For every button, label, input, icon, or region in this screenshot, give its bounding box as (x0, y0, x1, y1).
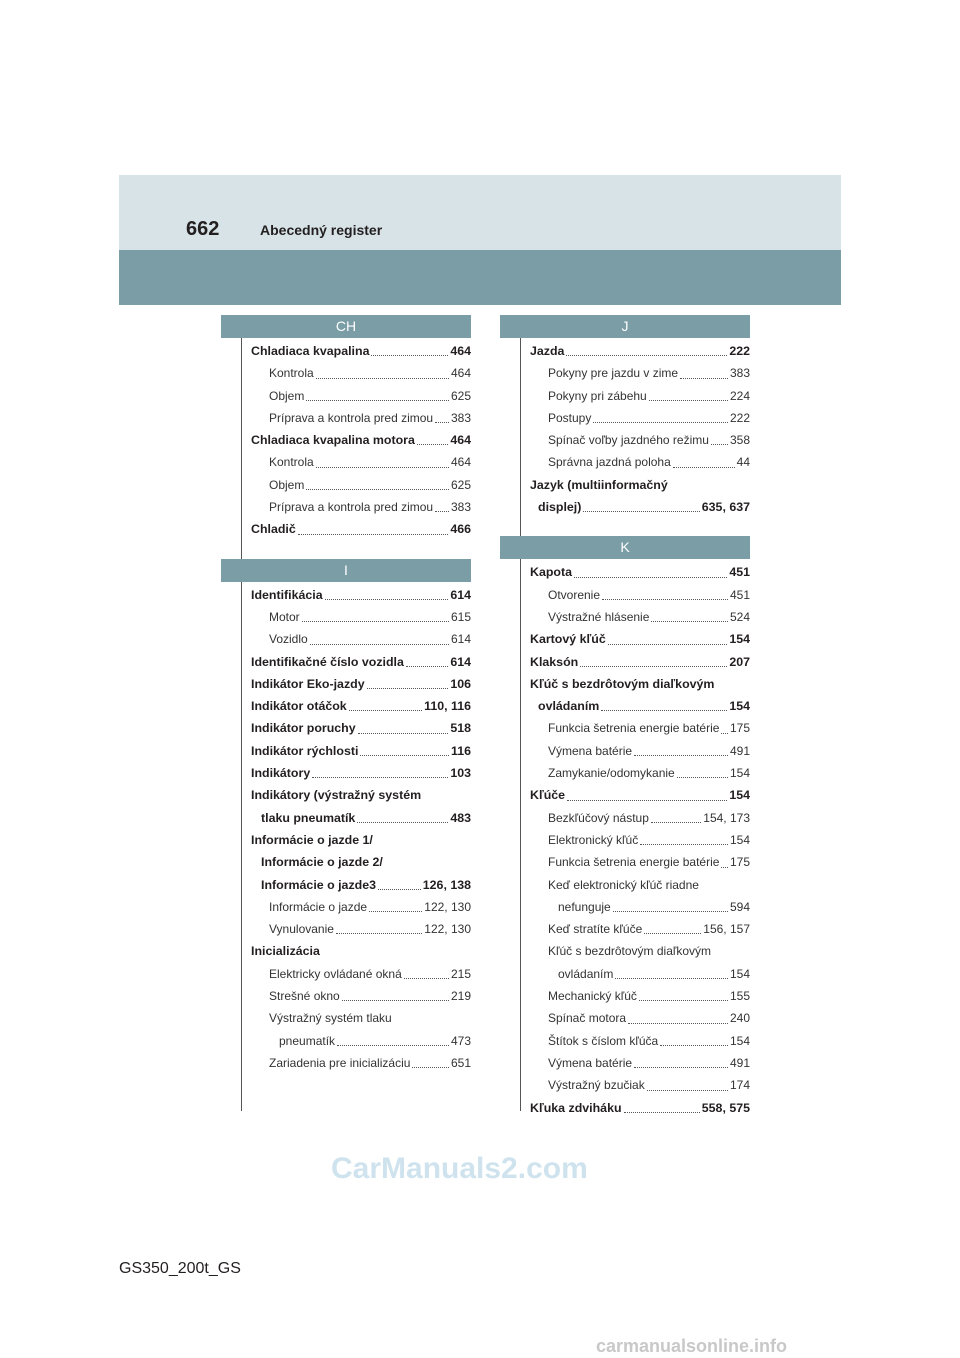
index-entry-label: Pokyny pre jazdu v zime (548, 366, 679, 381)
dot-leader (566, 355, 727, 356)
index-entry-label: Kľúče (530, 788, 566, 803)
dot-leader (306, 489, 449, 490)
index-entry-page: 155 (729, 989, 750, 1004)
dot-leader (628, 1023, 728, 1024)
dot-leader (615, 978, 728, 979)
index-entry-page: 594 (729, 899, 750, 914)
index-entry (520, 985, 750, 1007)
index-entry-page: 614 (450, 654, 471, 669)
index-entry-page: 524 (729, 609, 750, 624)
index-entry-page: 154 (729, 788, 750, 803)
index-entry (520, 784, 750, 806)
index-entry-page: 635, 637 (701, 500, 750, 515)
index-entry (520, 628, 750, 650)
index-entry (520, 807, 750, 829)
section-letter-heading: K (500, 536, 750, 559)
index-entry (520, 963, 750, 985)
index-entry-page: 154 (729, 766, 750, 781)
index-entry-label: Príprava a kontrola pred zimou (269, 500, 434, 515)
section-letter-heading: I (221, 559, 471, 582)
footer-model: GS350_200t_GS (119, 1260, 241, 1277)
index-entry-page: 175 (729, 855, 750, 870)
index-entry-page: 207 (729, 654, 750, 669)
index-entry-label: Identifikačné číslo vozidla (251, 654, 404, 669)
index-entry (520, 362, 750, 384)
index-entry-page: 106 (450, 676, 471, 691)
dot-leader (639, 1000, 728, 1001)
index-entry-list (520, 559, 750, 1118)
index-entry (520, 584, 750, 606)
index-entry-page: 625 (450, 388, 471, 403)
section-gap (241, 541, 471, 559)
index-entry-label: Mechanický kľúč (548, 989, 637, 1004)
dot-leader (677, 777, 728, 778)
dot-leader (342, 1000, 449, 1001)
index-entry-page: 175 (729, 721, 750, 736)
index-entry (520, 496, 750, 518)
index-entry-list (241, 338, 471, 541)
dot-leader (302, 621, 449, 622)
index-entry-page: 154 (729, 1033, 750, 1048)
index-entry (241, 784, 471, 806)
dot-leader (574, 577, 727, 578)
index-entry-label: Keď stratíte kľúče (548, 922, 643, 937)
index-entry (520, 1052, 750, 1074)
index-entry-list (241, 582, 471, 1075)
index-entry-label: Jazda (530, 344, 565, 358)
dot-leader (369, 911, 422, 912)
index-entry-label: Jazyk (multiinformačný (530, 477, 668, 492)
index-entry-label: Otvorenie (548, 587, 601, 602)
dot-leader (673, 467, 735, 468)
index-entry (241, 1052, 471, 1074)
index-entry-label: Štítok s číslom kľúča (548, 1033, 659, 1048)
index-entry (520, 474, 750, 496)
index-column-right (520, 315, 750, 1119)
index-entry-label: Kľúč s bezdrôtovým diaľkovým (530, 676, 715, 691)
index-column-left (241, 315, 471, 1074)
index-entry (241, 762, 471, 784)
index-entry (520, 673, 750, 695)
index-entry (241, 829, 471, 851)
index-entry-label: Vozidlo (269, 632, 308, 647)
index-entry (241, 963, 471, 985)
index-entry-page: 466 (450, 522, 471, 537)
dot-leader (651, 822, 701, 823)
index-entry (241, 874, 471, 896)
dot-leader (634, 1067, 728, 1068)
index-entry-label: Vynulovanie (269, 922, 334, 937)
index-entry-label: Kartový kľúč (530, 632, 606, 647)
index-entry-label: Kľuka zdviháku (530, 1100, 622, 1115)
index-entry-page: 558, 575 (701, 1100, 750, 1115)
dot-leader (640, 844, 728, 845)
index-entry-label: Identifikácia (251, 587, 323, 602)
dot-leader (601, 710, 727, 711)
dot-leader (412, 1067, 449, 1068)
index-entry-label: Kontrola (269, 366, 314, 381)
index-entry-label: Informácie o jazde 2/ (261, 855, 383, 870)
index-entry-label: Výstražný bzučiak (548, 1078, 645, 1093)
dot-leader (306, 400, 449, 401)
index-entry (241, 606, 471, 628)
dot-leader (316, 467, 449, 468)
watermark-carmanualsonline: carmanualsonline.info (596, 1336, 788, 1356)
dot-leader (608, 644, 728, 645)
index-entry-label: Indikátor otáčok (251, 699, 347, 714)
dot-leader (325, 599, 449, 600)
index-entry (520, 918, 750, 940)
index-entry (241, 940, 471, 962)
index-entry (241, 385, 471, 407)
index-entry-label: Funkcia šetrenia energie batérie (548, 855, 720, 870)
index-entry-label: Indikátor rýchlosti (251, 743, 359, 758)
dot-leader (721, 733, 728, 734)
index-entry-page: 358 (729, 433, 750, 448)
index-entry-label: displej) (538, 500, 582, 515)
index-entry (520, 1007, 750, 1029)
index-entry-label: Indikátory (výstražný systém (251, 788, 422, 803)
dot-leader (371, 355, 448, 356)
index-entry-label: Objem (269, 388, 305, 403)
index-entry-page: 154 (729, 699, 750, 714)
index-entry-page: 614 (450, 587, 471, 602)
index-entry (520, 1097, 750, 1119)
index-entry-label: Kontrola (269, 455, 314, 470)
index-entry-label: Informácie o jazde 1/ (251, 832, 373, 847)
index-entry-page: 491 (729, 1055, 750, 1070)
index-entry-label: Spínač motora (548, 1011, 627, 1026)
index-entry-page: 614 (450, 632, 471, 647)
index-entry (520, 874, 750, 896)
dot-leader (378, 889, 421, 890)
index-entry (241, 429, 471, 451)
dot-leader (417, 444, 448, 445)
dot-leader (613, 911, 728, 912)
dot-leader (312, 777, 448, 778)
dot-leader (711, 444, 728, 445)
index-entry-label: Indikátor Eko-jazdy (251, 676, 365, 691)
index-entry-page: 473 (450, 1033, 471, 1048)
dot-leader (349, 710, 422, 711)
index-entry-label: Chladič (251, 522, 296, 537)
dot-leader (580, 666, 727, 667)
dot-leader (367, 688, 449, 689)
index-entry (520, 651, 750, 673)
dot-leader (660, 1045, 728, 1046)
index-entry-label: Funkcia šetrenia energie batérie (548, 721, 720, 736)
index-entry-label: Postupy (548, 410, 592, 425)
index-entry-page: 219 (450, 989, 471, 1004)
index-entry-page: 110, 116 (424, 699, 471, 714)
dot-leader (435, 422, 449, 423)
index-entry-page: 154 (729, 832, 750, 847)
index-entry-page: 222 (729, 410, 750, 425)
index-entry-label: Kapota (530, 565, 572, 580)
dot-leader (404, 978, 449, 979)
index-entry-page: 44 (736, 455, 750, 470)
index-entry-label: Zariadenia pre inicializáciu (269, 1055, 411, 1070)
index-entry (241, 985, 471, 1007)
index-entry-page: 451 (729, 587, 750, 602)
index-entry-label: nefunguje (558, 899, 611, 914)
index-entry (241, 673, 471, 695)
index-entry-label: Zamykanie/odomykanie (548, 766, 675, 781)
section-letter-heading: CH (221, 315, 471, 338)
dot-leader (357, 822, 448, 823)
index-entry (241, 340, 471, 362)
index-entry (241, 918, 471, 940)
index-entry (241, 628, 471, 650)
index-entry-page: 122, 130 (424, 899, 471, 914)
index-entry-page: 464 (450, 455, 471, 470)
dot-leader (644, 933, 701, 934)
index-entry-page: 451 (729, 565, 750, 580)
index-entry-page: 122, 130 (424, 922, 471, 937)
index-entry-page: 383 (450, 410, 471, 425)
index-entry (241, 1007, 471, 1029)
index-entry (241, 807, 471, 829)
index-entry-page: 464 (450, 433, 471, 448)
index-entry-label: ovládaním (558, 966, 614, 981)
index-entry (520, 340, 750, 362)
dot-leader (602, 599, 728, 600)
index-entry (520, 429, 750, 451)
dot-leader (435, 511, 449, 512)
index-entry-label: ovládaním (538, 699, 600, 714)
index-entry-label: Strešné okno (269, 989, 340, 1004)
index-entry-page: 518 (450, 721, 471, 736)
watermark-carmanuals2: CarManuals2.com (331, 1152, 588, 1185)
index-entry-page: 224 (729, 388, 750, 403)
index-entry-label: Motor (269, 609, 300, 624)
index-entry-page: 625 (450, 477, 471, 492)
index-entry-label: Keď elektronický kľúč riadne (548, 877, 699, 892)
index-entry (520, 896, 750, 918)
dot-leader (624, 1112, 700, 1113)
index-entry (520, 606, 750, 628)
index-entry-page: 383 (729, 366, 750, 381)
index-entry (520, 717, 750, 739)
index-entry (520, 1030, 750, 1052)
index-entry (241, 518, 471, 540)
index-entry-label: Príprava a kontrola pred zimou (269, 410, 434, 425)
dot-leader (360, 755, 449, 756)
dot-leader (337, 1045, 449, 1046)
index-entry-label: Chladiaca kvapalina (251, 344, 370, 358)
index-entry-page: 154 (729, 966, 750, 981)
index-entry (520, 695, 750, 717)
index-entry (520, 407, 750, 429)
index-entry-label: Správna jazdná poloha (548, 455, 671, 470)
dot-leader (583, 511, 699, 512)
index-entry-page: 651 (450, 1055, 471, 1070)
index-entry-page: 154, 173 (703, 810, 750, 825)
page-number: 662 (186, 218, 220, 240)
header-bar (119, 250, 841, 305)
dot-leader (647, 1090, 728, 1091)
index-entry-label: Indikátor poruchy (251, 721, 356, 736)
index-entry-label: Výstražné hlásenie (548, 609, 650, 624)
index-entry-label: Spínač voľby jazdného režimu (548, 433, 709, 448)
index-entry-page: 464 (450, 344, 471, 358)
index-entry-label: Inicializácia (251, 944, 320, 959)
dot-leader (651, 621, 728, 622)
index-entry-label: tlaku pneumatík (261, 810, 356, 825)
index-entry-page: 483 (450, 810, 471, 825)
index-entry-page: 156, 157 (703, 922, 750, 937)
index-entry-label: Výstražný systém tlaku (269, 1011, 392, 1026)
index-entry (241, 362, 471, 384)
index-entry-label: Elektricky ovládané okná (269, 966, 402, 981)
index-entry (241, 717, 471, 739)
index-entry (520, 1074, 750, 1096)
dot-leader (316, 378, 449, 379)
index-entry (520, 851, 750, 873)
index-entry-page: 240 (729, 1011, 750, 1026)
index-entry (241, 851, 471, 873)
index-entry-page: 464 (450, 366, 471, 381)
index-entry (241, 451, 471, 473)
dot-leader (721, 867, 728, 868)
index-entry-list (520, 338, 750, 518)
index-entry (520, 561, 750, 583)
index-entry-label: Chladiaca kvapalina motora (251, 433, 415, 448)
index-entry (520, 740, 750, 762)
section-letter-heading: J (500, 315, 750, 338)
index-entry-label: Výmena batérie (548, 743, 633, 758)
index-entry-label: Elektronický kľúč (548, 832, 639, 847)
index-entry (241, 651, 471, 673)
index-entry (241, 695, 471, 717)
dot-leader (358, 733, 449, 734)
page-title: Abecedný register (260, 222, 383, 238)
index-entry-page: 126, 138 (422, 877, 471, 892)
index-entry (241, 1030, 471, 1052)
index-entry-label: Informácie o jazde3 (261, 877, 376, 892)
index-entry (241, 896, 471, 918)
index-entry (520, 451, 750, 473)
dot-leader (634, 755, 728, 756)
index-entry-label: Objem (269, 477, 305, 492)
section-gap (520, 518, 750, 536)
index-entry-page: 615 (450, 609, 471, 624)
index-entry-page: 154 (729, 632, 750, 647)
dot-leader (593, 422, 728, 423)
dot-leader (649, 400, 728, 401)
index-entry-label: pneumatík (279, 1033, 336, 1048)
dot-leader (680, 378, 728, 379)
index-entry (241, 407, 471, 429)
index-entry (241, 496, 471, 518)
index-entry (520, 829, 750, 851)
dot-leader (298, 534, 449, 535)
index-entry (241, 740, 471, 762)
index-entry (241, 474, 471, 496)
index-entry-page: 116 (451, 743, 471, 758)
index-entry-page: 383 (450, 500, 471, 515)
index-entry-label: Výmena batérie (548, 1055, 633, 1070)
index-entry-label: Informácie o jazde (269, 899, 368, 914)
index-entry-page: 174 (729, 1078, 750, 1093)
index-entry (520, 940, 750, 962)
dot-leader (336, 933, 422, 934)
index-entry-page: 222 (729, 344, 750, 358)
index-entry (520, 762, 750, 784)
dot-leader (406, 666, 448, 667)
dot-leader (567, 800, 727, 801)
dot-leader (310, 644, 449, 645)
index-entry-label: Klaksón (530, 654, 579, 669)
index-entry (520, 385, 750, 407)
index-entry-label: Pokyny pri zábehu (548, 388, 647, 403)
index-entry (241, 584, 471, 606)
index-entry-label: Bezkľúčový nástup (548, 810, 649, 825)
index-entry-label: Kľúč s bezdrôtovým diaľkovým (548, 944, 712, 959)
index-entry-label: Indikátory (251, 766, 311, 781)
index-entry-page: 215 (450, 966, 471, 981)
index-entry-page: 103 (450, 766, 471, 781)
index-entry-page: 491 (729, 743, 750, 758)
